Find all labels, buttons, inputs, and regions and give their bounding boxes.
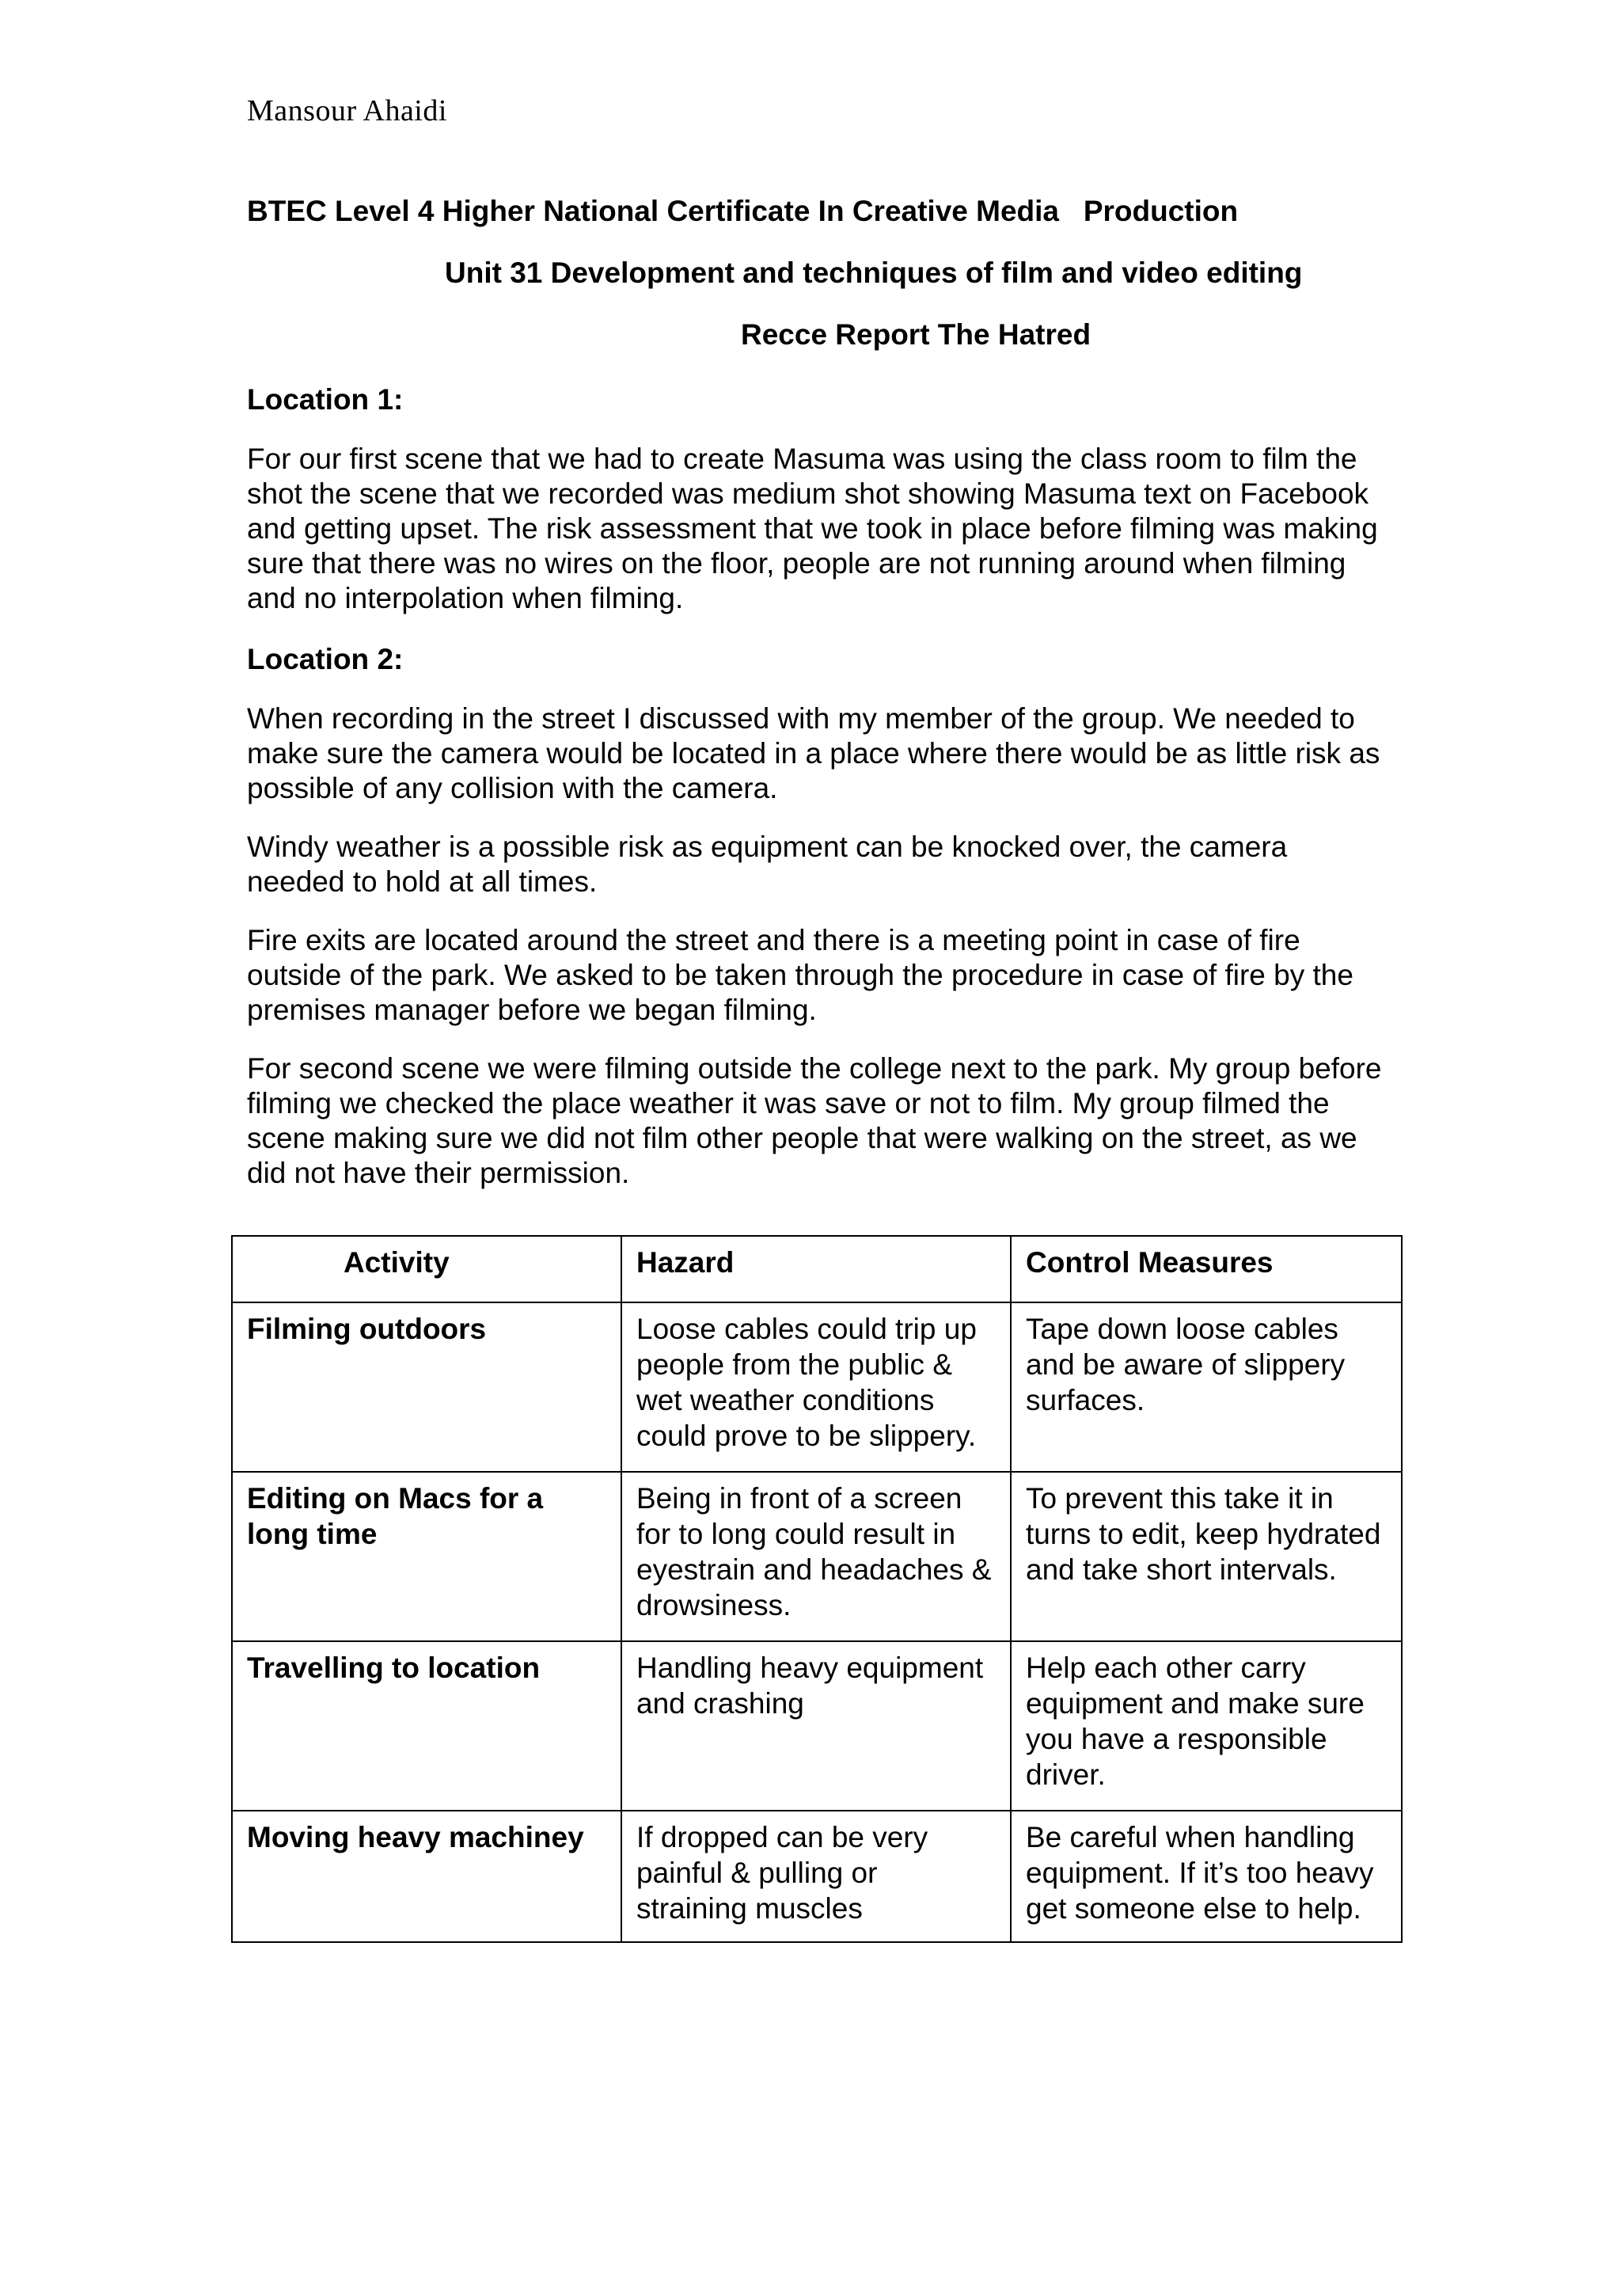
- column-header-activity: Activity: [232, 1236, 621, 1302]
- table-header-row: [232, 1236, 1402, 1302]
- activity-cell: Editing on Macs for a long time: [232, 1472, 621, 1641]
- location-1-heading: Location 1:: [247, 383, 404, 416]
- activity-cell: Filming outdoors: [232, 1302, 621, 1472]
- report-title: Recce Report The Hatred: [741, 318, 1091, 351]
- hazard-cell: If dropped can be very painful & pulling or straining muscles: [621, 1811, 1011, 1942]
- activity-cell: Moving heavy machiney: [232, 1811, 621, 1942]
- author-name: Mansour Ahaidi: [247, 94, 447, 127]
- location-1-paragraph: For our first scene that we had to create Masuma was using the class room to film the shot the scene that we recorded was medium shot showing Masuma text on Facebook and getting upset. The risk assessment that we took in place before filming was making sure that there was no wires on the floor, people are not running around when filming and no interpolation when filming.: [247, 443, 1378, 614]
- hazard-cell: Handling heavy equipment and crashing: [621, 1641, 1011, 1811]
- location-2-paragraph: Fire exits are located around the street and there is a meeting point in case of fire outside of the park. We asked to be taken through the procedure in case of fire by the premises manager before we began filming.: [247, 924, 1353, 1026]
- hazard-cell: Being in front of a screen for to long could result in eyestrain and headaches & drowsiness.: [621, 1472, 1011, 1641]
- course-title: BTEC Level 4 Higher National Certificate In Creative Media Production: [247, 195, 1239, 227]
- report-body: [247, 380, 1387, 1215]
- table-row: [232, 1302, 1402, 1472]
- column-header-control-measures: Control Measures: [1011, 1236, 1402, 1302]
- control-cell: Tape down loose cables and be aware of slippery surfaces.: [1011, 1302, 1402, 1472]
- location-2-paragraph: For second scene we were filming outside the college next to the park. My group before filming we checked the place weather it was save or not to film. My group filmed the scene making sure we did not film other people that were walking on the street, as we did not have their permission.: [247, 1052, 1382, 1189]
- control-cell: To prevent this take it in turns to edit, keep hydrated and take short intervals.: [1011, 1472, 1402, 1641]
- column-header-hazard: Hazard: [621, 1236, 1011, 1302]
- location-2-paragraph: When recording in the street I discussed with my member of the group. We needed to make sure the camera would be located in a place where there would be as little risk as possible of any collision with the camera.: [247, 702, 1380, 804]
- control-cell: Help each other carry equipment and make sure you have a responsible driver.: [1011, 1641, 1402, 1811]
- hazard-cell: Loose cables could trip up people from the public & wet weather conditions could prove to be slippery.: [621, 1302, 1011, 1472]
- risk-assessment-table: [231, 1235, 1403, 1943]
- table-row: [232, 1811, 1402, 1942]
- location-2-heading: Location 2:: [247, 643, 404, 675]
- location-2-paragraph: Windy weather is a possible risk as equipment can be knocked over, the camera needed to hold at all times.: [247, 831, 1288, 898]
- table-row: [232, 1472, 1402, 1641]
- table-row: [232, 1641, 1402, 1811]
- activity-cell: Travelling to location: [232, 1641, 621, 1811]
- control-cell: Be careful when handling equipment. If it’s too heavy get someone else to help.: [1011, 1811, 1402, 1942]
- unit-title: Unit 31 Development and techniques of film and video editing: [445, 257, 1303, 289]
